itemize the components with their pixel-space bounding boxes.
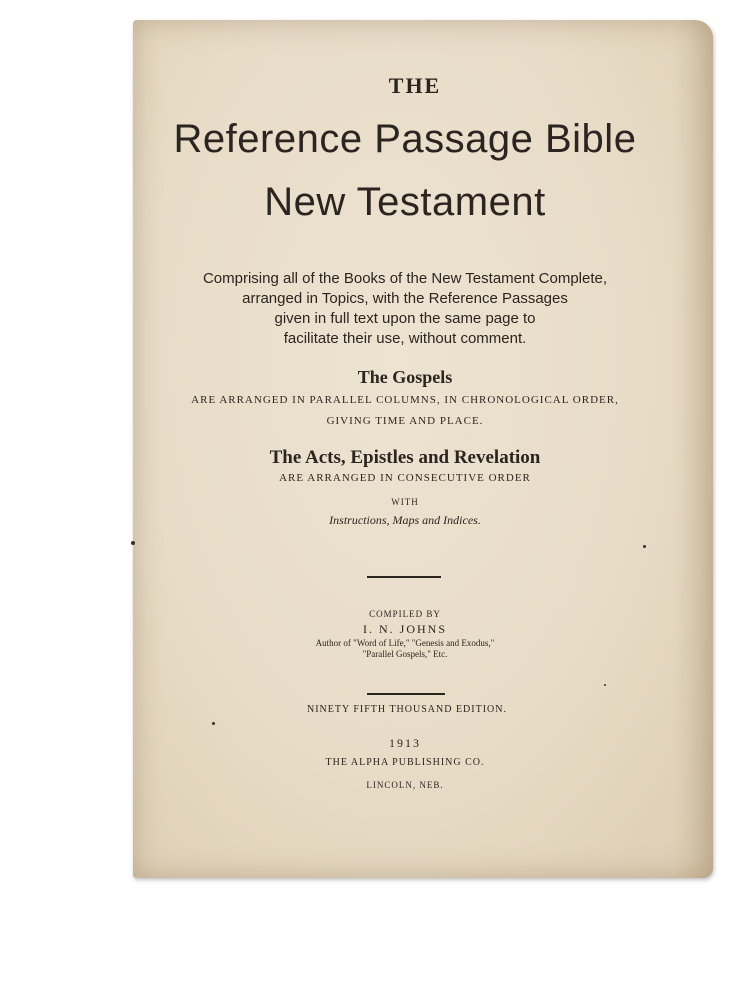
instructions-line: Instructions, Maps and Indices. <box>329 513 481 527</box>
ink-speck <box>643 545 646 548</box>
publication-year: 1913 <box>389 736 421 750</box>
book-title: Reference Passage Bible <box>173 117 637 161</box>
publisher-location: LINCOLN, NEB. <box>366 780 444 790</box>
compiled-by-label: COMPILED BY <box>369 609 441 619</box>
divider-rule <box>367 576 441 578</box>
ink-speck <box>212 722 215 725</box>
gospels-description <box>30 390 750 432</box>
description-line: Comprising all of the Books of the New Testament Complete, <box>202 270 608 287</box>
gospels-heading: The Gospels <box>357 367 453 387</box>
gospels-line: ARE ARRANGED IN PARALLEL COLUMNS, IN CHRONOLOGICAL ORDER, <box>191 394 619 406</box>
description-line: facilitate their use, without comment. <box>283 330 527 347</box>
ink-speck <box>604 684 606 686</box>
divider-rule <box>367 693 445 695</box>
author-works-line: "Parallel Gospels," Etc. <box>362 649 448 659</box>
description <box>30 269 750 349</box>
acts-heading: The Acts, Epistles and Revelation <box>269 447 541 468</box>
acts-description: ARE ARRANGED IN CONSECUTIVE ORDER <box>279 472 531 484</box>
book-subtitle: New Testament <box>264 180 546 224</box>
edition-line: NINETY FIFTH THOUSAND EDITION. <box>307 704 507 715</box>
description-line: arranged in Topics, with the Reference Passages <box>242 290 568 307</box>
with-label: WITH <box>391 497 419 507</box>
gospels-line: GIVING TIME AND PLACE. <box>326 415 484 427</box>
author-works <box>30 638 750 660</box>
author-works-line: Author of "Word of Life," "Genesis and Exodus," <box>315 638 495 648</box>
publisher-name: THE ALPHA PUBLISHING CO. <box>325 757 485 768</box>
ink-speck <box>131 541 135 545</box>
author-name: I. N. JOHNS <box>362 622 447 636</box>
title-prefix: THE <box>388 73 442 98</box>
description-line: given in full text upon the same page to <box>274 310 536 327</box>
